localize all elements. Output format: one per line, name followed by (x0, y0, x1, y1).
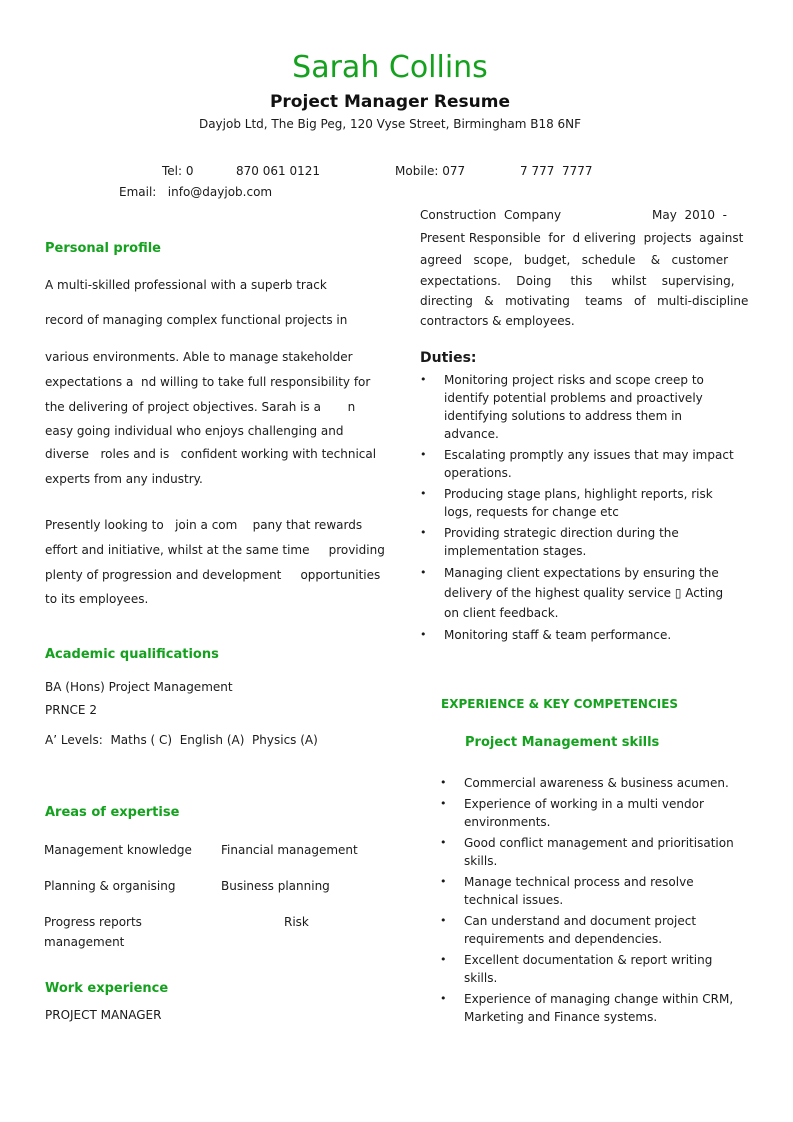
duties-list (444, 371, 740, 647)
job-company: Construction Company (420, 208, 562, 222)
profile-line: effort and initiative, whilst at the same time providing (45, 543, 385, 557)
expertise-item: Business planning (221, 879, 330, 893)
mobile-label: Mobile: 077 (395, 164, 466, 178)
duty-item: • Producing stage plans, highlight reports, risk logs, requests for change etc (444, 485, 740, 521)
job-date: May 2010 - (652, 208, 727, 222)
job-line: agreed scope, budget, schedule & customer (420, 253, 729, 267)
expertise-item: Management knowledge (44, 843, 192, 857)
duty-item: • Managing client expectations by ensuring the delivery of the highest quality service ▯ Acting on client feedback. (444, 563, 740, 623)
work-heading: Work experience (45, 981, 169, 996)
resume-name: Sarah Collins (292, 50, 488, 85)
profile-heading: Personal profile (45, 241, 161, 256)
address: Dayjob Ltd, The Big Peg, 120 Vyse Street, Birmingham B18 6NF (198, 117, 582, 131)
expertise-item: management (44, 935, 125, 949)
expertise-item: Progress reports (44, 915, 142, 929)
profile-line: easy going individual who enjoys challenging and (45, 424, 344, 438)
tel-label: Tel: 0 (162, 164, 194, 178)
academic-heading: Academic qualifications (45, 647, 219, 662)
profile-line: record of managing complex functional projects in (45, 313, 348, 327)
profile-line: diverse roles and is confident working with technical (45, 447, 377, 461)
competency-item: • Experience of managing change within CRM, Marketing and Finance systems. (464, 990, 744, 1026)
resume-title: Project Manager Resume (269, 92, 511, 112)
duty-item: • Providing strategic direction during the implementation stages. (444, 524, 740, 560)
profile-line: to its employees. (45, 592, 149, 606)
profile-line: plenty of progression and development opportunities (45, 568, 381, 582)
expertise-heading: Areas of expertise (45, 805, 180, 820)
competency-item: • Commercial awareness & business acumen. (464, 774, 744, 792)
profile-line: expectations a nd willing to take full responsibility for (45, 375, 371, 389)
job-line: contractors & employees. (420, 314, 575, 328)
competency-item: • Can understand and document project requirements and dependencies. (464, 912, 744, 948)
profile-line: various environments. Able to manage stakeholder (45, 350, 353, 364)
academic-item: BA (Hons) Project Management (45, 680, 233, 694)
competency-item: • Experience of working in a multi vendor environments. (464, 795, 744, 831)
expertise-item: Planning & organising (44, 879, 176, 893)
profile-line: Presently looking to join a com pany that rewards (45, 518, 363, 532)
competencies-list (464, 774, 744, 1029)
duty-item: • Monitoring project risks and scope creep to identify potential problems and proactively identifying solutions to address them in advance. (444, 371, 740, 443)
profile-line: A multi-skilled professional with a superb track (45, 278, 327, 292)
competencies-subheading: Project Management skills (465, 735, 660, 750)
profile-line: experts from any industry. (45, 472, 203, 486)
academic-item: PRNCE 2 (45, 703, 97, 717)
competencies-heading: EXPERIENCE & KEY COMPETENCIES (441, 697, 679, 711)
job-line: directing & motivating teams of multi-discipline (420, 294, 749, 308)
work-role: PROJECT MANAGER (45, 1008, 162, 1022)
duty-item: • Monitoring staff & team performance. (444, 626, 740, 644)
profile-line: the delivering of project objectives. Sarah is a n (45, 400, 356, 414)
expertise-item: Financial management (221, 843, 358, 857)
competency-item: • Manage technical process and resolve technical issues. (464, 873, 744, 909)
mobile-number: 7 777 7777 (520, 164, 593, 178)
email: Email: info@dayjob.com (119, 185, 273, 199)
duties-heading: Duties: (420, 350, 477, 366)
expertise-item: Risk (284, 915, 309, 929)
duty-item: • Escalating promptly any issues that may impact operations. (444, 446, 740, 482)
competency-item: • Excellent documentation & report writing skills. (464, 951, 744, 987)
academic-item: A’ Levels: Maths ( C) English (A) Physics (A) (45, 733, 318, 747)
competency-item: • Good conflict management and prioritisation skills. (464, 834, 744, 870)
job-line: Present Responsible for d elivering projects against (420, 231, 744, 245)
job-line: expectations. Doing this whilst supervising, (420, 274, 735, 288)
tel-number: 870 061 0121 (236, 164, 320, 178)
